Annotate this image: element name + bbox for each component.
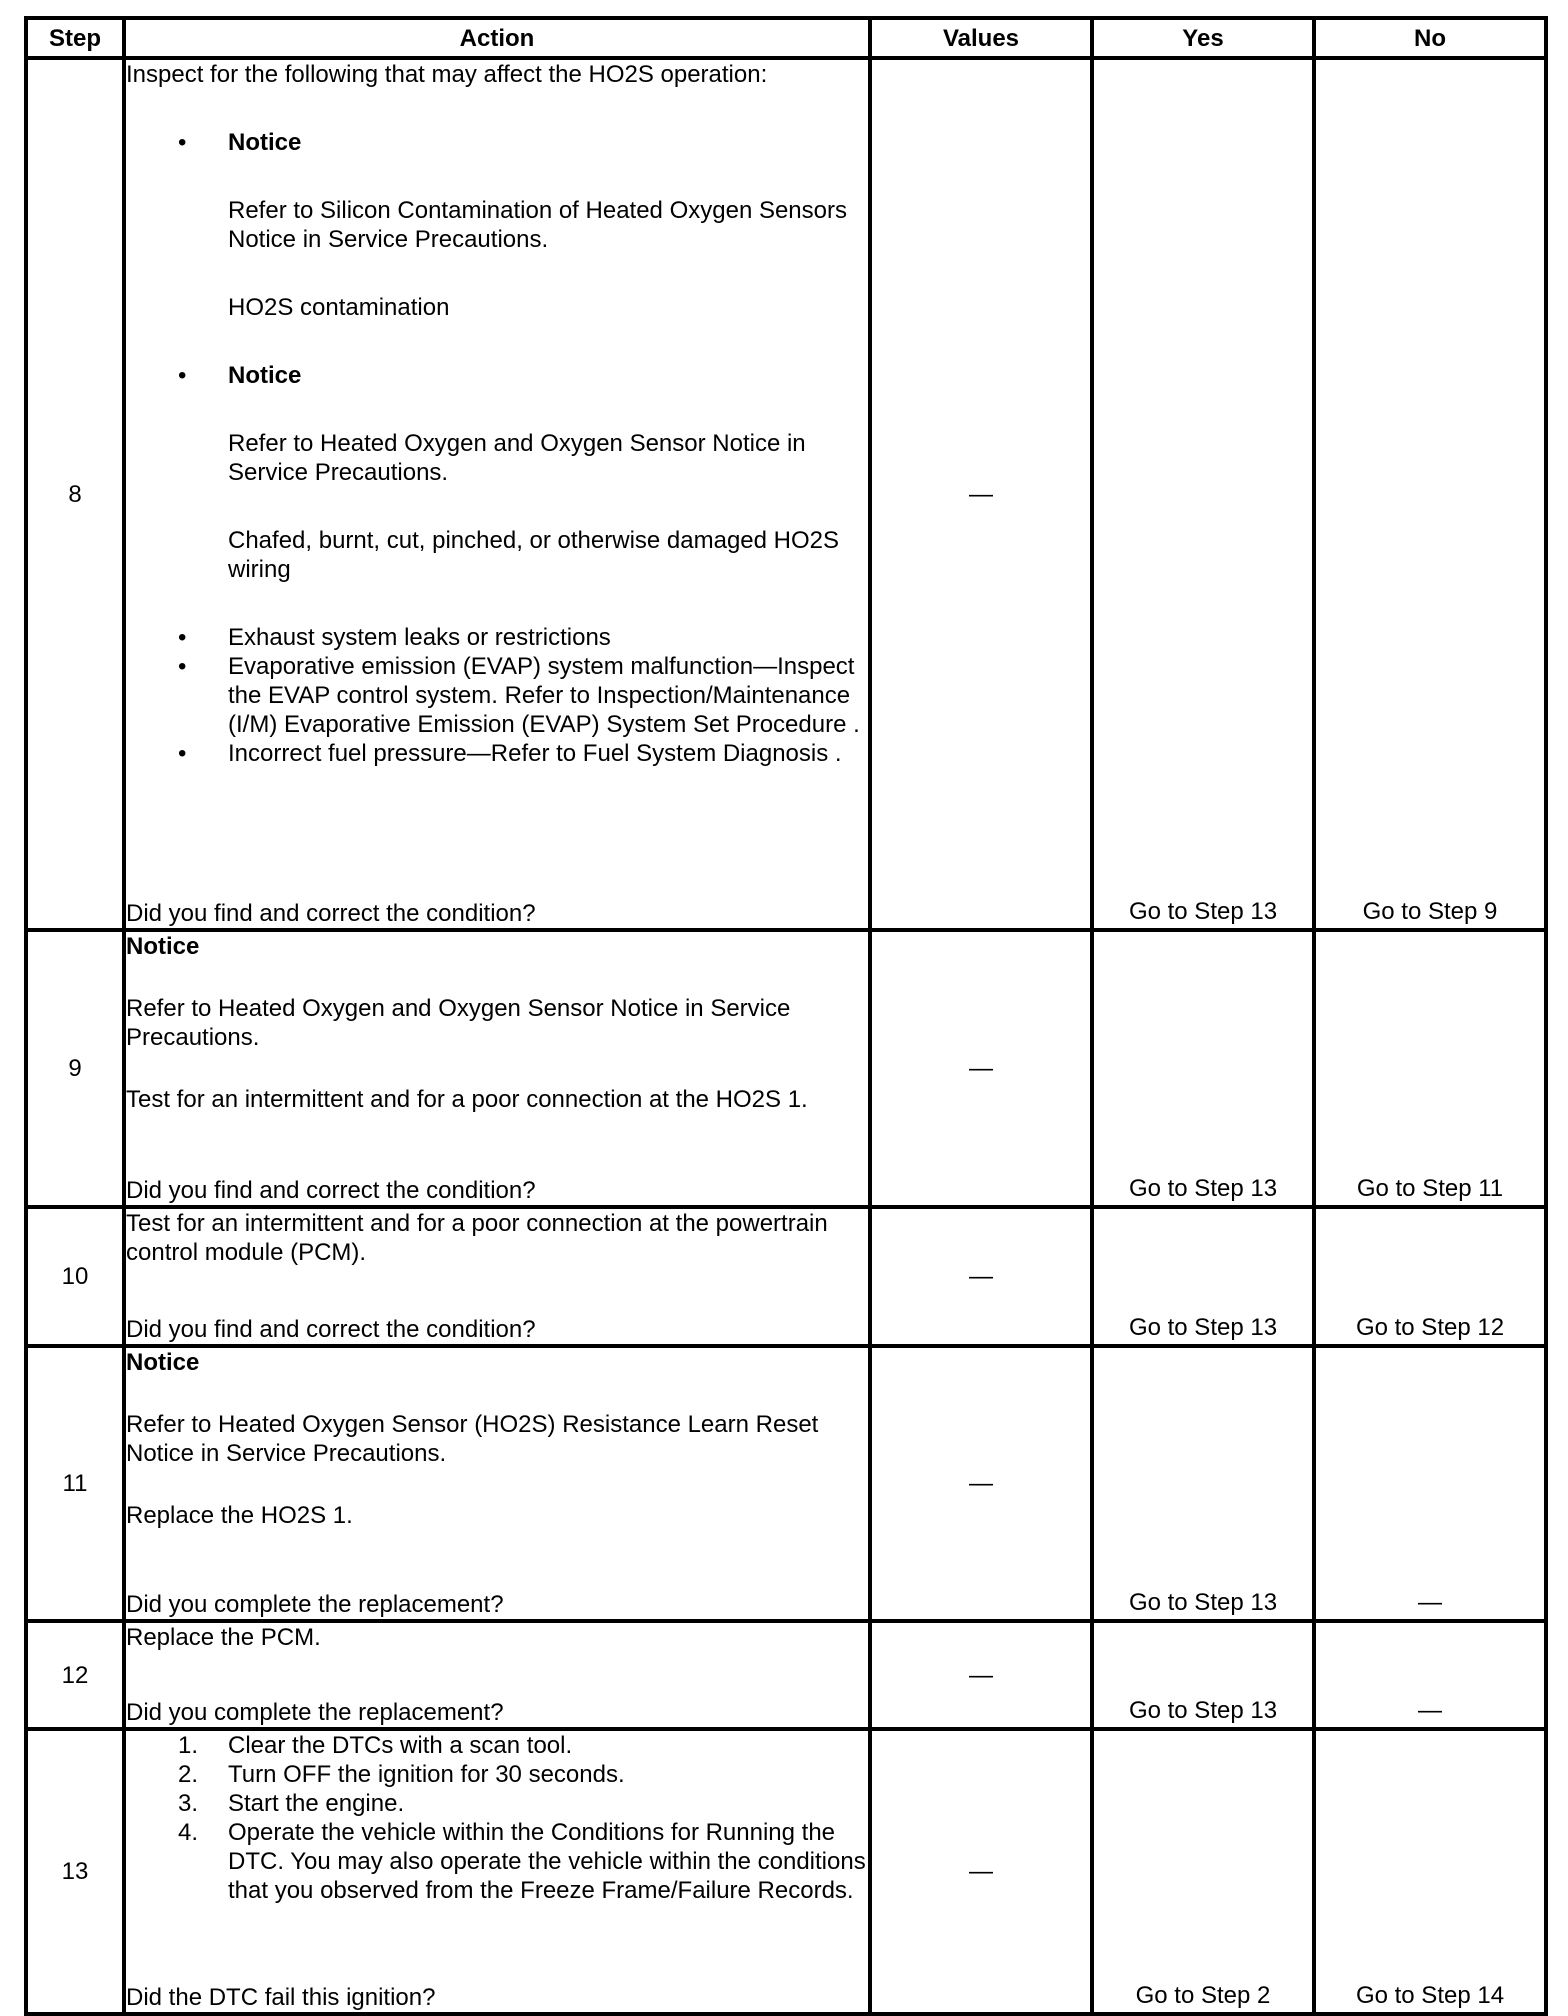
table-row (26, 930, 1546, 1207)
table-row (26, 1346, 1546, 1621)
no-cell (1314, 1207, 1546, 1346)
values-cell: — (870, 1729, 1092, 2014)
no-link[interactable]: Go to Step 14 (1355, 1982, 1505, 2009)
notice-text: Refer to Heated Oxygen and Oxygen Sensor Notice in Service Precautions. (228, 430, 806, 486)
yes-cell (1092, 1729, 1314, 2014)
yes-link[interactable]: Go to Step 13 (1128, 1175, 1278, 1202)
no-cell (1314, 58, 1546, 930)
yes-link[interactable]: Go to Step 13 (1128, 1589, 1278, 1616)
action-intro: Inspect for the following that may affect the HO2S operation: (126, 61, 768, 88)
step-number: 11 (26, 1346, 124, 1621)
no-cell (1314, 930, 1546, 1207)
header-values: Values (870, 18, 1092, 58)
action-text: Test for an intermittent and for a poor connection at the powertrain control module (PCM). (126, 1210, 828, 1266)
no-value: — (1418, 1589, 1442, 1616)
notice-title: Notice (126, 933, 200, 960)
yes-cell (1092, 1346, 1314, 1621)
no-link[interactable]: Go to Step 12 (1355, 1314, 1505, 1341)
no-link[interactable]: Go to Step 11 (1356, 1175, 1504, 1202)
values-cell: — (870, 1207, 1092, 1346)
yes-link[interactable]: Go to Step 13 (1128, 1697, 1278, 1724)
values-cell: — (870, 58, 1092, 930)
step-number: 10 (26, 1207, 124, 1346)
header-step: Step (26, 18, 124, 58)
action-text: Replace the HO2S 1. (126, 1502, 353, 1529)
header-no: No (1314, 18, 1546, 58)
action-text: Test for an intermittent and for a poor connection at the HO2S 1. (126, 1086, 808, 1113)
action-cell (124, 930, 870, 1207)
action-question: Did you find and correct the condition? (126, 1177, 536, 1204)
action-cell (124, 1729, 870, 2014)
no-cell (1314, 1621, 1546, 1729)
list-item: 2. Turn OFF the ignition for 30 seconds. (178, 1761, 625, 1788)
no-value: — (1418, 1697, 1442, 1724)
action-cell (124, 1346, 870, 1621)
step-number: 9 (26, 930, 124, 1207)
step-number: 13 (26, 1729, 124, 2014)
yes-cell (1092, 58, 1314, 930)
action-cell (124, 58, 870, 930)
header-action: Action (124, 18, 870, 58)
action-text: Replace the PCM. (126, 1624, 321, 1651)
step-number: 8 (26, 58, 124, 930)
diagnostic-table (24, 16, 1548, 2016)
notice-item: HO2S contamination (228, 294, 450, 321)
yes-cell (1092, 1621, 1314, 1729)
no-link[interactable]: Go to Step 9 (1362, 898, 1498, 925)
action-question: Did you find and correct the condition? (126, 1316, 536, 1343)
numbered-steps (126, 1731, 868, 1905)
list-item: 3. Start the engine. (178, 1790, 405, 1817)
list-item (126, 128, 868, 157)
no-cell (1314, 1346, 1546, 1621)
step-number: 12 (26, 1621, 124, 1729)
no-cell (1314, 1729, 1546, 2014)
notice-text: Refer to Heated Oxygen and Oxygen Sensor Notice in Service Precautions. (126, 995, 791, 1051)
notice-title: Notice (126, 1349, 200, 1376)
action-question: Did you complete the replacement? (126, 1699, 504, 1726)
notice-title: Notice (228, 129, 302, 156)
list-item: 1. Clear the DTCs with a scan tool. (178, 1732, 573, 1759)
yes-link[interactable]: Go to Step 13 (1128, 898, 1278, 925)
yes-cell (1092, 1207, 1314, 1346)
values-cell: — (870, 930, 1092, 1207)
values-cell: — (870, 1346, 1092, 1621)
table-row (26, 1729, 1546, 2014)
list-item: • Exhaust system leaks or restrictions (126, 623, 868, 652)
notice-title: Notice (228, 362, 302, 389)
list-item: • Incorrect fuel pressure—Refer to Fuel System Diagnosis . (126, 739, 868, 768)
table-row (26, 58, 1546, 930)
values-cell: — (870, 1621, 1092, 1729)
notice-text: Refer to Heated Oxygen Sensor (HO2S) Resistance Learn Reset Notice in Service Precautions. (126, 1411, 819, 1467)
table-row (26, 1207, 1546, 1346)
notice-text: Refer to Silicon Contamination of Heated Oxygen Sensors Notice in Service Precautions. (228, 197, 847, 253)
action-cell (124, 1207, 870, 1346)
action-cell (124, 1621, 870, 1729)
bullet-list (126, 128, 868, 768)
action-question: Did you find and correct the condition? (126, 900, 536, 927)
yes-cell (1092, 930, 1314, 1207)
table-row (26, 1621, 1546, 1729)
list-item: 4. Operate the vehicle within the Conditions for Running the DTC. You may also operate the vehicle within the conditions that you observed from the Freeze Frame/Failure Records. (178, 1819, 866, 1904)
header-row (26, 18, 1546, 58)
notice-item: Chafed, burnt, cut, pinched, or otherwise damaged HO2S wiring (228, 527, 840, 583)
action-question: Did the DTC fail this ignition? (126, 1984, 436, 2011)
list-item: • Evaporative emission (EVAP) system malfunction—Inspect the EVAP control system. Refer to Inspection/Maintenance (I/M) Evaporative Emission (EVAP) System Set Procedure . (126, 652, 868, 739)
yes-link[interactable]: Go to Step 2 (1135, 1982, 1271, 2009)
yes-link[interactable]: Go to Step 13 (1128, 1314, 1278, 1341)
header-yes: Yes (1092, 18, 1314, 58)
list-item (126, 361, 868, 390)
action-question: Did you complete the replacement? (126, 1591, 504, 1618)
